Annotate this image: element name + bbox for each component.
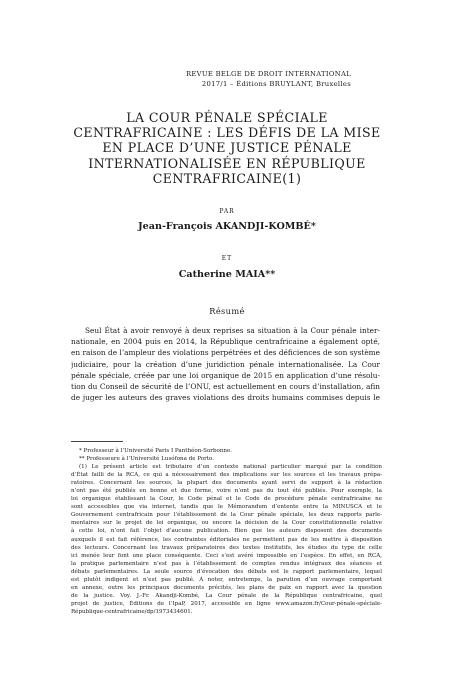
footnote-line: à cette loi, n’ont fait l’objet d’aucune publication. Bien que les auteurs disposent des documents	[71, 528, 382, 535]
abstract-line: en raison de l’ampleur des violations perpétrées et des déficiences de son système	[71, 348, 380, 358]
footnote-line: ** Professeure à l’Université Lusófona de Porto.	[79, 456, 215, 463]
title-line: INTERNATIONALISÉE EN RÉPUBLIQUE	[88, 155, 366, 171]
footnote-line: débats parlementaires. La seule source d’évocation des débats est le rapport parlementaire, lequel	[71, 568, 382, 575]
footnote-line: ratoires. Concernant les sources, la plupart des documents ayant servi de support à la rédaction	[71, 480, 382, 487]
journal-header	[186, 70, 351, 89]
title-line: EN PLACE D’UNE JUSTICE PÉNALE	[102, 140, 352, 156]
abstract-heading: Résumé	[209, 306, 245, 316]
footnote-line: mentaires sur le projet de loi organique, ou encore la décision de la Cour constitutionnelle relative	[71, 520, 382, 527]
footnotes	[71, 447, 382, 616]
abstract-line: de juger les auteurs des graves violations des droits humains commises depuis le	[71, 393, 380, 403]
footnote-line: d’État failli de la RCA, ce qui a nécessairement des implications sur les sources et les travaux prépa-	[71, 472, 382, 479]
footnote-line: sont accessibles que via internet, tandis que le Mémorandum d’entente entre la MINUSCA et le	[71, 504, 382, 511]
journal-name: REVUE BELGE DE DROIT INTERNATIONAL	[185, 70, 351, 78]
footnote-line: en annexe, outre les principaux documents précités, les plans de paix en rapport avec la question	[71, 584, 382, 591]
title-line: LA COUR PÉNALE SPÉCIALE	[126, 110, 328, 125]
title-line: CENTRAFRICAINE(1)	[152, 170, 302, 186]
abstract-line: Seul État à avoir renvoyé à deux reprises sa situation à la Cour pénale inter-	[85, 326, 380, 335]
footnote-line: projet de justice, Éditions de l’IpaP, 2017, accessible en ligne www.amazon.fr/Cour-pénale-spéciale-	[71, 600, 382, 607]
footnote-line: ici menée leur font une place conséquente. Ceci s’est avéré impossible en l’espèce. En effet, en RCA,	[71, 552, 382, 559]
footnote-line: la pratique parlementaire n’est pas à l’établissement de comptes rendus intégraux des séances et	[71, 560, 382, 567]
footnote-line: n’ont pas été publiés en bonne et due forme, voire n’ont pas du tout été publiés. Pour exemple, la	[71, 488, 382, 495]
footnote-line: (1) Le présent article est tributaire d’un contexte national particulier marqué par la condition	[79, 464, 382, 471]
author-2: Catherine MAIA**	[178, 269, 276, 280]
abstract-line: pénale spéciale, créée par une loi organique de 2015 en application d’une résolu-	[71, 370, 380, 380]
footnote-line: de la justice. Voy. J.-Fr. Akandji-Kombé, La Cour pénale de la République centrafricaine, quel	[71, 592, 382, 599]
footnote-line: des lecteurs. Concernant les travaux préparatoires des textes institutifs, les études du type de celle	[71, 544, 382, 551]
footnote-line: Gouvernement centrafricain pour l’établissement de la Cour pénale spéciale, les deux rapports parle-	[71, 512, 382, 519]
footnote-line: loi organique établissant la Cour, le Code pénal et le Code de procédure pénale centrafricaine ne	[71, 496, 382, 503]
abstract-body	[71, 325, 380, 403]
abstract-line: tion du Conseil de sécurité de l’ONU, est actuellement en cours d’installation, afin	[71, 382, 380, 392]
footnote-line: * Professeur à l’Université Paris I Panthéon-Sorbonne.	[79, 448, 233, 454]
author-1: Jean-François AKANDJI-KOMBÉ*	[138, 221, 316, 232]
footnote-line: est plutôt indigent et n’est pas publié. À noter, entretemps, la parution d’un ouvrage comportant	[71, 576, 382, 583]
byline-par: PAR	[219, 208, 235, 215]
abstract-line: nationale, en 2004 puis en 2014, la République centrafricaine a également opté,	[71, 337, 380, 347]
abstract-line: judiciaire, pour la création d’une juridiction pénale internationalisée. La Cour	[71, 359, 380, 369]
footnote-line: auxquels il est fait référence, les contraintes éditoriales ne permettent pas de les mettre à disposition	[71, 536, 382, 543]
article-title	[30, 110, 424, 186]
footnote-rule	[71, 441, 123, 442]
byline-et: ET	[221, 255, 233, 262]
footnote-line: République-centrafricaine/dp/1973434601.	[71, 608, 193, 615]
journal-issue: 2017/1 – Éditions BRUYLANT, Bruxelles	[201, 79, 351, 88]
title-line: CENTRAFRICAINE : LES DÉFIS DE LA MISE	[73, 125, 381, 141]
